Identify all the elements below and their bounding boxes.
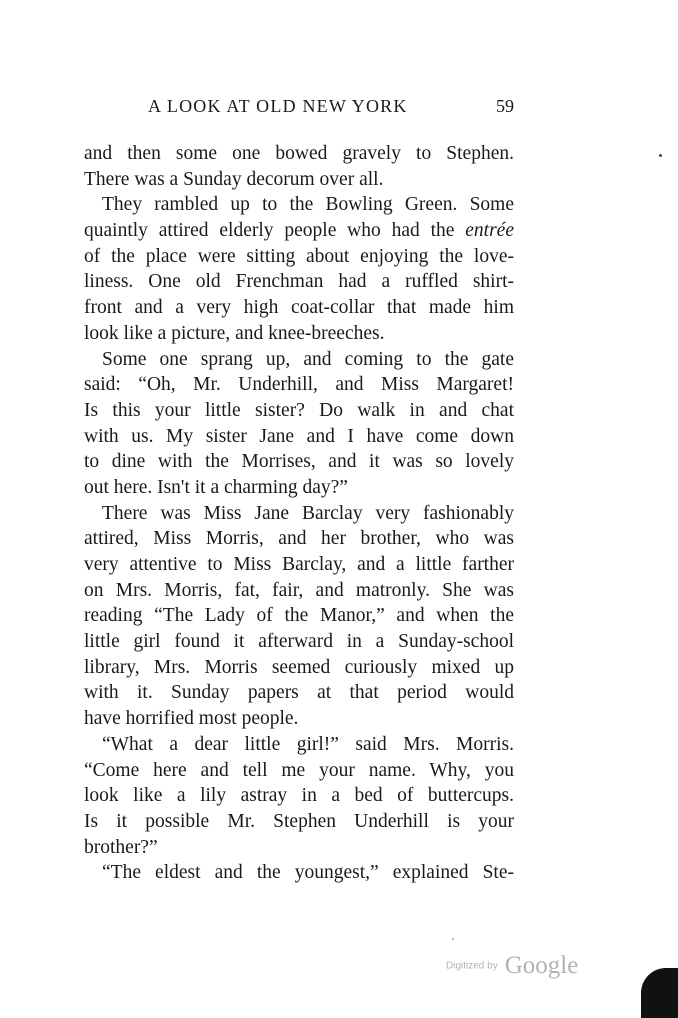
text-line: to dine with the Morrises, and it was so lovely [84, 451, 514, 473]
text-line: little girl found it afterward in a Sunday-school [84, 631, 514, 653]
italic-word: entrée [465, 220, 514, 242]
page-corner-shadow [641, 968, 678, 1018]
text-line: have horrified most people. [84, 708, 299, 730]
digitized-watermark [446, 952, 578, 982]
margin-mark [659, 154, 662, 157]
text-line: reading “The Lady of the Manor,” and when the [84, 605, 514, 627]
text-line: library, Mrs. Morris seemed curiously mixed up [84, 656, 514, 678]
text-line: There was Miss Jane Barclay very fashionably [102, 502, 514, 524]
text-line: look like a picture, and knee-breeches. [84, 322, 385, 344]
text-line: They rambled up to the Bowling Green. Some [102, 194, 514, 216]
running-title: A LOOK AT OLD NEW YORK [148, 96, 408, 116]
body-text [84, 141, 514, 886]
text-line: Some one sprang up, and coming to the gate [102, 348, 514, 370]
text-line: out here. Isn't it a charming day?” [84, 476, 348, 498]
text-line: liness. One old Frenchman had a ruffled shirt- [84, 271, 514, 293]
text-line: “Come here and tell me your name. Why, you [84, 759, 514, 781]
watermark-prefix: Digitized by [446, 960, 498, 972]
text-line: on Mrs. Morris, fat, fair, and matronly. She was [84, 579, 514, 601]
text-line: of the place were sitting about enjoying the love- [84, 245, 514, 267]
text-line: “The eldest and the youngest,” explained Ste- [102, 862, 514, 884]
text-line: Is it possible Mr. Stephen Underhill is your [84, 810, 514, 832]
text-line: There was a Sunday decorum over all. [84, 168, 384, 190]
text-line: “What a dear little girl!” said Mrs. Morris. [102, 733, 514, 755]
scan-speck [452, 938, 454, 940]
text-line: look like a lily astray in a bed of buttercups. [84, 785, 514, 807]
text-line: and then some one bowed gravely to Stephen. [84, 143, 514, 164]
text-line: said: “Oh, Mr. Underhill, and Miss Margaret! [84, 374, 514, 396]
text-line: very attentive to Miss Barclay, and a little farther [84, 554, 514, 575]
text-line: with us. My sister Jane and I have come down [84, 425, 514, 447]
text-line: quaintly attired elderly people who had the entrée [84, 220, 514, 242]
text-line: attired, Miss Morris, and her brother, who was [84, 528, 514, 550]
running-head [84, 96, 514, 120]
text-line: brother?” [84, 836, 158, 858]
text-line: with it. Sunday papers at that period would [84, 682, 514, 704]
watermark-brand: Google [504, 952, 579, 979]
text-line: Is this your little sister? Do walk in and chat [84, 399, 514, 421]
page-number: 59 [496, 96, 514, 116]
text-line: front and a very high coat-collar that made him [84, 297, 514, 319]
